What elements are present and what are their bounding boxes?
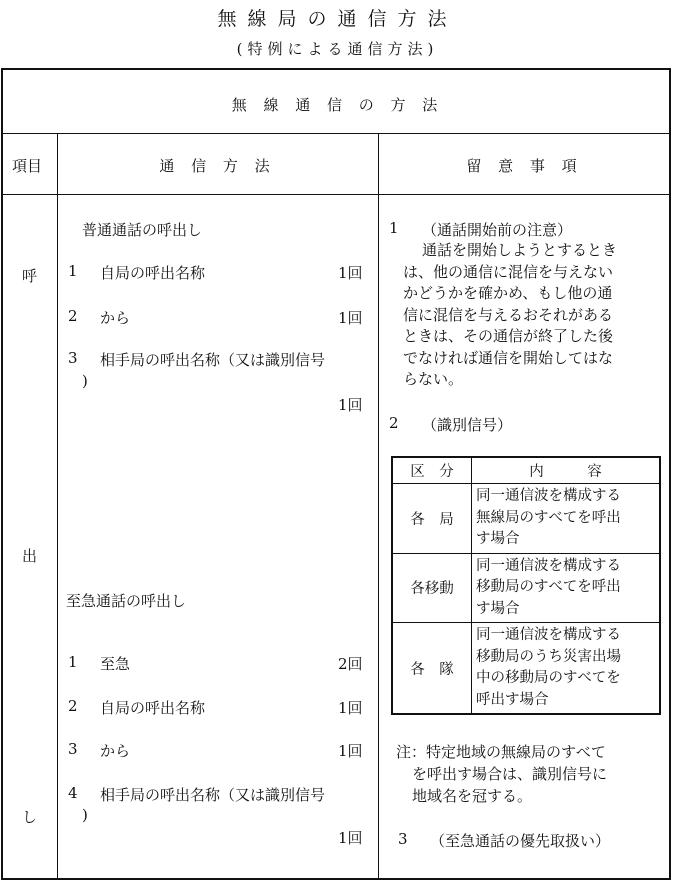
list-item-text: から: [100, 309, 131, 327]
divider-h1: [1, 133, 671, 134]
normal-call-heading: 普通通話の呼出し: [82, 221, 203, 239]
note-num: 2: [389, 414, 399, 432]
inner-table-header: [392, 457, 660, 484]
row-content: 同一通信波を構成する 無線局のすべてを呼出 す場合: [472, 484, 661, 554]
remark-line: 地域名を冠する。: [412, 787, 533, 805]
inner-col-header-content: 内 容: [472, 457, 661, 484]
note-title: （至急通話の優先取扱い）: [430, 832, 611, 850]
row-key: 各 局: [392, 484, 472, 554]
list-item-count: 1回: [338, 742, 363, 760]
list-item-continuation: ): [82, 372, 88, 390]
remark-line: を呼出す場合は、識別信号に: [412, 765, 608, 783]
item-char-3: し: [22, 808, 38, 826]
note-num: 1: [389, 219, 399, 237]
list-item-num: 2: [68, 307, 78, 325]
row-key: 各 隊: [392, 623, 472, 715]
note-line: らない。: [403, 370, 464, 388]
list-item-text: 相手局の呼出名称（又は識別信号: [100, 786, 326, 804]
divider-v2: [378, 133, 379, 880]
page-title: 無線局の通信方法: [217, 8, 458, 30]
inner-col-header-category: 区 分: [392, 457, 472, 484]
list-item-num: 1: [68, 262, 78, 280]
table-row: [392, 553, 660, 623]
col-header-notes: 留 意 事 項: [466, 157, 583, 175]
note-line: でなければ通信を開始してはな: [403, 348, 614, 367]
note-title: （通話開始前の注意）: [422, 221, 573, 239]
item-char-1: 呼: [22, 267, 38, 285]
page-subtitle: (特例による通信方法): [236, 40, 439, 58]
list-item-text: 自局の呼出名称: [100, 699, 206, 717]
note-line: は、他の通信に混信を与えない: [403, 262, 614, 281]
row-content: 同一通信波を構成する 移動局のうち災害出場 中の移動局のすべてを 呼出す場合: [472, 623, 661, 715]
emergency-call-heading: 至急通話の呼出し: [66, 592, 187, 610]
note-line: ときは、その通信が終了した後: [403, 327, 614, 345]
identification-signal-table: [391, 456, 661, 715]
list-item-num: 3: [68, 349, 78, 367]
list-item-num: 4: [68, 784, 78, 802]
list-item-count: 2回: [338, 655, 363, 673]
note-num: 3: [398, 830, 408, 848]
note-line: 信に混信を与えるおそれがある: [403, 305, 614, 324]
row-content: 同一通信波を構成する 移動局のすべてを呼出 す場合: [472, 553, 661, 623]
list-item-count: 1回: [338, 309, 363, 327]
list-item-count: 1回: [338, 396, 363, 414]
list-item-continuation: ): [82, 806, 88, 824]
list-item-count: 1回: [338, 264, 363, 282]
divider-v1: [57, 133, 58, 880]
note-title: （識別信号）: [422, 416, 513, 434]
note-line: かどうかを確かめ、もし他の通: [403, 284, 613, 302]
list-item-num: 1: [68, 653, 78, 671]
section-header: 無 線 通 信 の 方 法: [231, 96, 444, 114]
table-row: [392, 623, 660, 715]
col-header-method: 通 信 方 法: [159, 157, 276, 175]
list-item-text: 至急: [100, 655, 131, 673]
list-item-count: 1回: [338, 829, 363, 847]
list-item-text: から: [100, 742, 131, 760]
table-row: [392, 484, 660, 554]
list-item-text: 相手局の呼出名称（又は識別信号: [100, 351, 326, 369]
list-item-text: 自局の呼出名称: [100, 264, 206, 282]
list-item-num: 3: [68, 740, 78, 758]
col-header-item: 項目: [12, 157, 43, 175]
item-char-2: 出: [22, 547, 38, 565]
row-key: 各移動: [392, 553, 472, 623]
divider-h2: [1, 194, 671, 195]
list-item-count: 1回: [338, 699, 363, 717]
remark-line: 注：特定地域の無線局のすべて: [396, 743, 606, 761]
list-item-num: 2: [68, 697, 78, 715]
note-line: 通話を開始しようとするとき: [422, 241, 618, 259]
